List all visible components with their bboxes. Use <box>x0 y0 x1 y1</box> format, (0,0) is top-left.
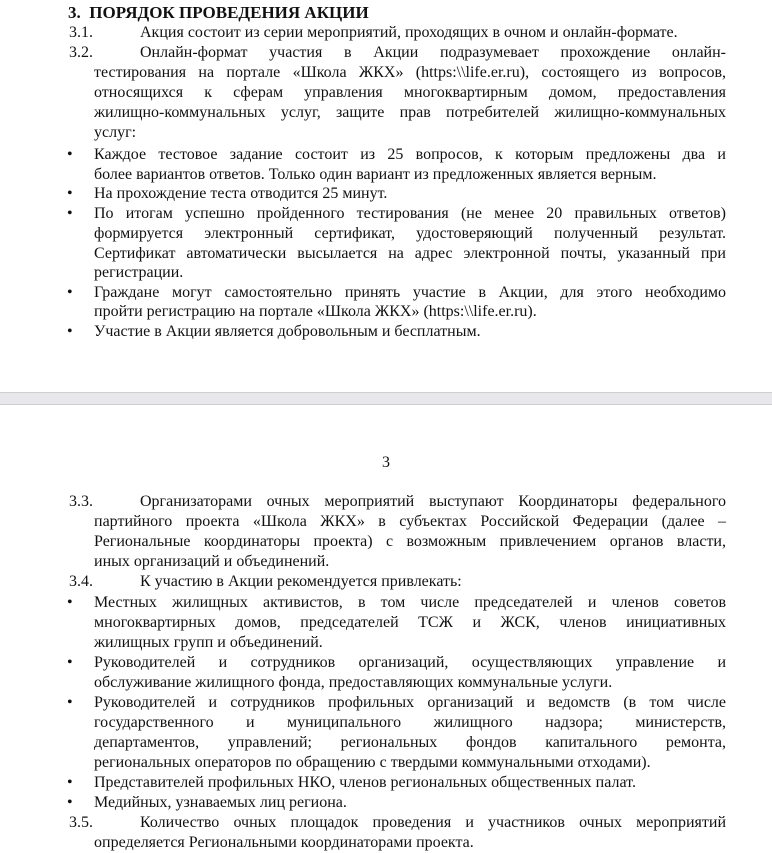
paragraph-line: тестирования на портале «Школа ЖКХ» (https:\\life.er.ru), состоящего из вопросов, <box>94 64 726 81</box>
section-heading <box>68 3 369 23</box>
paragraph-line: услуг: <box>94 124 137 141</box>
paragraph-line: относящихся к сферам управления многоквартирным домом, предоставления <box>94 84 726 101</box>
paragraph-line: Онлайн-формат участия в Акции подразумевает прохождение онлайн- <box>140 44 726 61</box>
bullet-line: Руководителей и сотрудников профильных организаций и ведомств (в том числе <box>94 694 726 711</box>
page-number: 3 <box>382 454 390 471</box>
bullet-line: многоквартирных домов, председателей ТСЖ и ЖСК, членов инициативных <box>94 614 726 631</box>
bullet-marker: • <box>67 774 73 791</box>
paragraph-line: жилищно-коммунальных услуг, защите прав потребителей жилищно-коммунальных <box>94 104 726 121</box>
paragraph-line: Организаторами очных мероприятий выступают Координаторы федерального <box>140 493 726 510</box>
bullet-line: жилищных групп и объединений. <box>94 634 323 651</box>
item-number: 3.5. <box>69 814 93 831</box>
bullet-line: пройти регистрацию на портале «Школа ЖКХ» (https:\\life.er.ru). <box>94 303 537 320</box>
bullet-line: формируется электронный сертификат, удостоверяющий полученный результат. <box>94 225 726 242</box>
bullet-line: более вариантов ответов. Только один вариант из предложенных является верным. <box>94 166 657 183</box>
paragraph-line: Количество очных площадок проведения и участников очных мероприятий <box>140 814 726 831</box>
paragraph-line: партийного проекта «Школа ЖКХ» в субъектах Российской Федерации (далее – <box>94 513 726 530</box>
item-number: 3.2. <box>69 44 93 61</box>
document-page-top <box>0 0 772 392</box>
bullet-line: Представителей профильных НКО, членов региональных общественных палат. <box>94 774 636 791</box>
page-separator <box>0 392 772 405</box>
section-heading-number: 3. <box>68 3 81 22</box>
bullet-line: Медийных, узнаваемых лиц региона. <box>94 794 347 811</box>
bullet-line: Граждане могут самостоятельно принять участие в Акции, для этого необходимо <box>94 284 726 301</box>
bullet-line: департаментов, управлений; региональных фондов капитального ремонта, <box>94 734 726 751</box>
bullet-marker: • <box>67 594 73 611</box>
bullet-line: государственного и муниципального жилищного надзора; министерств, <box>94 714 726 731</box>
paragraph-line: Акция состоит из серии мероприятий, проходящих в очном и онлайн-формате. <box>140 24 678 41</box>
bullet-line: На прохождение теста отводится 25 минут. <box>94 185 388 202</box>
bullet-marker: • <box>67 794 73 811</box>
bullet-line: регистрации. <box>94 264 184 281</box>
bullet-line: обслуживание жилищного фонда, предоставляющих коммунальные услуги. <box>94 674 613 691</box>
bullet-line: Сертификат автоматически высылается на адрес электронной почты, указанный при <box>94 245 726 262</box>
bullet-marker: • <box>67 694 73 711</box>
paragraph-line: К участию в Акции рекомендуется привлекать: <box>140 573 462 590</box>
paragraph-line: Региональные координаторы проекта) с возможным привлечением органов власти, <box>94 533 726 550</box>
document-page-bottom <box>0 405 772 851</box>
item-number: 3.1. <box>69 24 93 41</box>
bullet-line: Участие в Акции является добровольным и бесплатным. <box>94 323 481 340</box>
paragraph-line: иных организаций и объединений. <box>94 553 330 570</box>
bullet-marker: • <box>67 654 73 671</box>
bullet-marker: • <box>67 146 73 163</box>
item-number: 3.4. <box>69 573 93 590</box>
bullet-marker: • <box>67 185 73 202</box>
bullet-marker: • <box>67 284 73 301</box>
bullet-marker: • <box>67 205 73 222</box>
bullet-line: По итогам успешно пройденного тестирования (не менее 20 правильных ответов) <box>94 205 726 222</box>
bullet-line: региональных операторов по обращению с твердыми коммунальными отходами). <box>94 754 651 771</box>
bullet-line: Руководителей и сотрудников организаций, осуществляющих управление и <box>94 654 726 671</box>
bullet-line: Местных жилищных активистов, в том числе председателей и членов советов <box>94 594 726 611</box>
bullet-line: Каждое тестовое задание состоит из 25 вопросов, к которым предложены два и <box>94 146 726 163</box>
paragraph-line: определяется Региональными координаторами проекта. <box>94 834 474 851</box>
bullet-marker: • <box>67 323 73 340</box>
item-number: 3.3. <box>69 493 93 510</box>
section-heading-text: ПОРЯДОК ПРОВЕДЕНИЯ АКЦИИ <box>89 3 369 22</box>
